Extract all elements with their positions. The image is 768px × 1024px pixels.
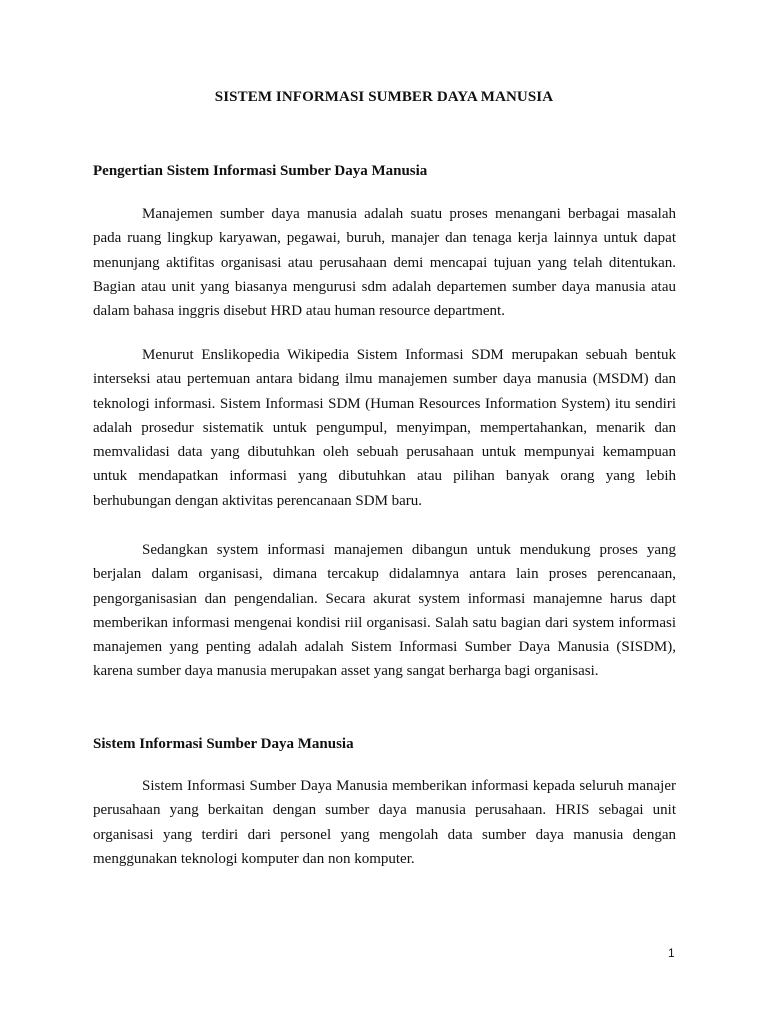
- paragraph-2: Menurut Enslikopedia Wikipedia Sistem Informasi SDM merupakan sebuah bentuk interseksi atau pertemuan antara bidang ilmu manajemen sumber daya manusia (MSDM) dan teknologi informasi. Sistem Informasi SDM (Human Resources Information System) itu sendiri adalah prosedur sistematik untuk pengumpul, menyimpan, mempertahankan, menarik dan memvalidasi data yang dibutuhkan oleh sebuah perusahaan untuk mempunyai kemampuan untuk mendapatkan informasi yang dibutuhkan atau pilihan banyak orang yang lebih berhubungan dengan aktivitas perencanaan SDM baru.: [93, 347, 676, 509]
- document-title: SISTEM INFORMASI SUMBER DAYA MANUSIA: [214, 89, 554, 105]
- section-heading-pengertian: Pengertian Sistem Informasi Sumber Daya Manusia: [93, 163, 428, 179]
- paragraph-4: Sistem Informasi Sumber Daya Manusia memberikan informasi kepada seluruh manajer perusahaan yang berkaitan dengan sumber daya manusia perusahaan. HRIS sebagai unit organisasi yang terdiri dari personel yang mengolah data sumber daya manusia dengan menggunakan teknologi komputer dan non komputer.: [93, 778, 676, 867]
- paragraph-1: Manajemen sumber daya manusia adalah suatu proses menangani berbagai masalah pada ruang lingkup karyawan, pegawai, buruh, manajer dan tenaga kerja lainnya untuk dapat menunjang aktifitas organisasi atau perusahaan demi mencapai tujuan yang telah ditentukan. Bagian atau unit yang biasanya mengurusi sdm adalah departemen sumber daya manusia atau dalam bahasa inggris disebut HRD atau human resource department.: [93, 206, 676, 320]
- page-number: 1: [668, 946, 675, 960]
- section-heading-sisdm: Sistem Informasi Sumber Daya Manusia: [93, 736, 354, 752]
- paragraph-3: Sedangkan system informasi manajemen dibangun untuk mendukung proses yang berjalan dalam organisasi, dimana tercakup didalamnya antara lain proses perencanaan, pengorganisasian dan pengendalian. Secara akurat system informasi manajemne harus dapt memberikan informasi mengenai kondisi riil organisasi. Salah satu bagian dari system informasi manajemen yang penting adalah adalah Sistem Informasi Sumber Daya Manusia (SISDM), karena sumber daya manusia merupakan asset yang sangat berharga bagi organisasi.: [93, 542, 676, 680]
